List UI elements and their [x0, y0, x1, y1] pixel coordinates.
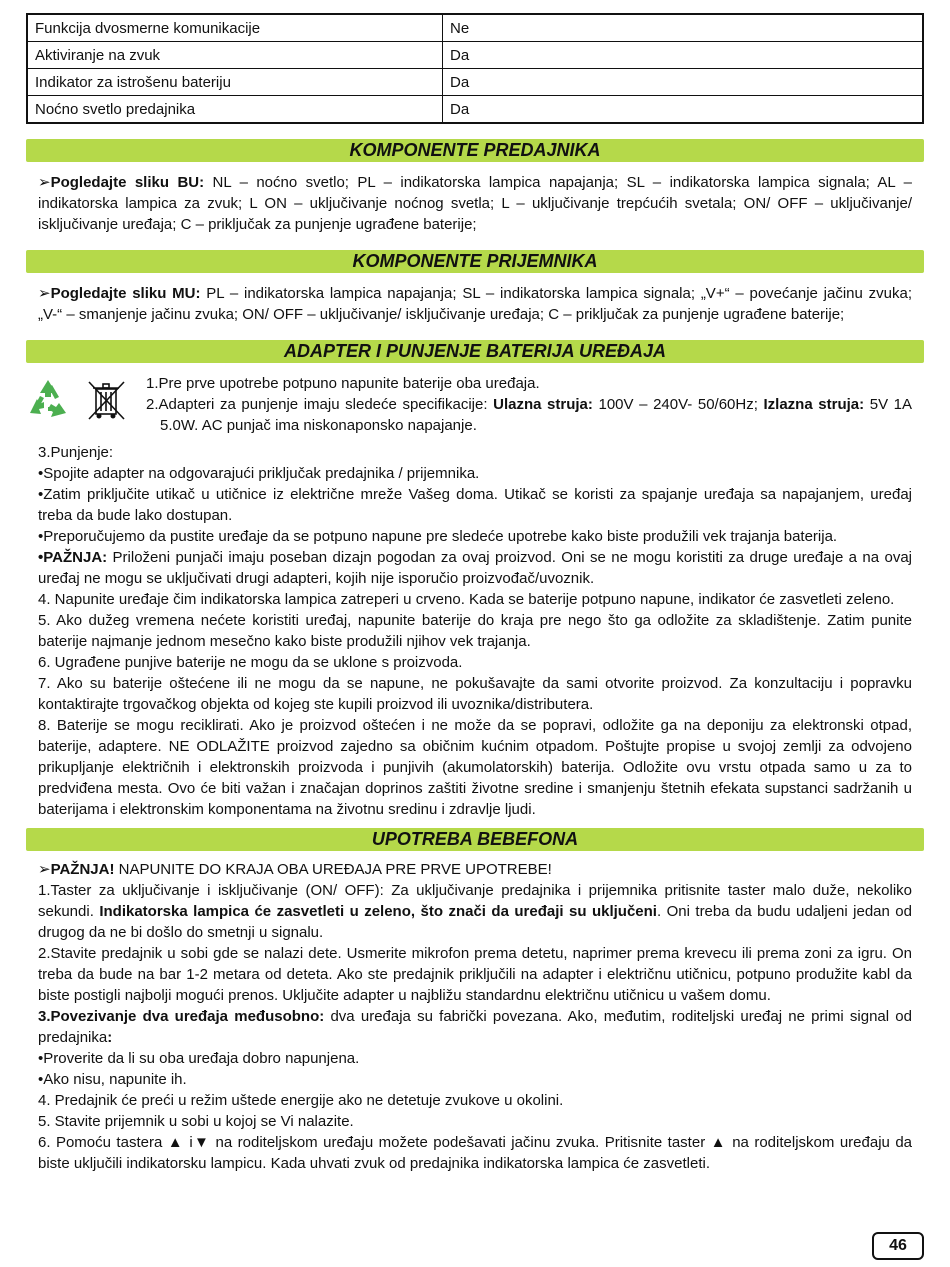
spec-label: Aktiviranje na zvuk: [27, 42, 443, 69]
warning-text: Priloženi punjači imaju poseban dizajn pogodan za ovaj proizvod. Oni se ne mogu koristiti za druge uređaje a na ovaj uređaj ne mogu se uključivati drugi adapteri, kojih nije isporučio proizvođač/uvoznik.: [38, 549, 912, 587]
list-item: •Zatim priključite utikač u utičnice iz električne mreže Vašeg doma. Utikač se koristi za spajanje uređaja sa napajanjem, uređaj treba da bude lako dostupan.: [38, 486, 912, 524]
output-current-value: 5V 1A 5.0W. AC punjač ima niskonaponsko napajanje.: [160, 396, 913, 434]
section-heading-receiver: KOMPONENTE PRIJEMNIKA: [26, 250, 924, 273]
spec-value: Da: [443, 96, 924, 124]
spec-label: Noćno svetlo predajnika: [27, 96, 443, 124]
input-current-value: 100V – 240V- 50/60Hz;: [592, 396, 764, 413]
receiver-lead: ➢Pogledajte sliku MU:: [38, 285, 201, 302]
spec-value: Ne: [443, 14, 924, 42]
list-item: •Ako nisu, napunite ih.: [38, 1071, 187, 1088]
crossed-bin-icon: [84, 377, 130, 423]
input-current-label: Ulazna struja:: [493, 396, 593, 413]
transmitter-paragraph: [26, 172, 924, 235]
charging-title: 3.Punjenje:: [38, 444, 114, 461]
page-number: 46: [872, 1232, 924, 1260]
usage-instructions: [26, 859, 924, 1174]
document-page: [26, 13, 924, 1174]
table-row: [27, 96, 923, 124]
spec-value: Da: [443, 42, 924, 69]
list-item: 4. Predajnik će preći u režim uštede energije ako ne detetuje zvukove u okolini.: [38, 1092, 564, 1109]
spec-label: Indikator za istrošenu bateriju: [27, 69, 443, 96]
transmitter-lead: ➢Pogledajte sliku BU:: [38, 174, 205, 191]
usage-item-1-bold: Indikatorska lampica će zasvetleti u zeleno, što znači da uređaji su uključeni: [99, 903, 657, 920]
warning-lead: •PAŽNJA:: [38, 549, 108, 566]
usage-item-1-end: . Oni treba da budu udaljeni jedan od drugog da ne bi došlo do smetnji u signalu.: [38, 903, 912, 941]
list-item: [38, 547, 912, 589]
list-item: 5. Ako dužeg vremena nećete koristiti uređaj, napunite baterije do kraja pre nego što ga odložite za skladištenje. Zatim punite baterije najmanje jednom mesečno kako biste produžili njihov vek trajanja.: [38, 612, 912, 650]
list-item: 6. Ugrađene punjive baterije ne mogu da se uklone s proizvoda.: [38, 654, 463, 671]
list-item: [38, 880, 912, 943]
list-item: 2.Stavite predajnik u sobi gde se nalazi dete. Usmerite mikrofon prema detetu, naprimer prema krevecu ili prema zoni za igru. On treba da bude na bar 1-2 metara od deteta. Ako ste predajnik priključili na adapter i električnu utičnicu, potpuno produžite kabl da biste postigli najbolji mogući prenos. Uključite adapter u najbližu standardnu električnu utičnicu u vašem domu.: [38, 945, 912, 1004]
recycle-icon: [26, 377, 70, 421]
usage-warning-text: NAPUNITE DO KRAJA OBA UREĐAJA PRE PRVE UPOTREBE!: [114, 861, 552, 878]
receiver-paragraph: [26, 283, 924, 325]
table-row: [27, 69, 923, 96]
spec-label: Funkcija dvosmerne komunikacije: [27, 14, 443, 42]
list-item: •Spojite adapter na odgovarajući priključak predajnika / prijemnika.: [38, 465, 480, 482]
disposal-icons: [26, 373, 146, 436]
table-row: [27, 14, 923, 42]
list-item: 4. Napunite uređaje čim indikatorska lampica zatreperi u crveno. Kada se baterije potpuno napune, indikator će zasvetleti zeleno.: [38, 591, 895, 608]
charging-instructions: [26, 442, 924, 820]
list-item: •Proverite da li su oba uređaja dobro napunjena.: [38, 1050, 360, 1067]
spec-table: [26, 13, 924, 124]
list-item: [38, 859, 912, 880]
receiver-text: PL – indikatorska lampica napajanja; SL – indikatorska lampica signala; „V+“ – povećanje jačinu zvuka; „V-“ – smanjenje jačinu zvuka; ON/ OFF – uključivanje/ isključivanje uređaja; C – priključak za punjenje ugrađene baterije;: [38, 285, 912, 323]
list-item: •Preporučujemo da pustite uređaje da se potpuno napune pre sledeće upotrebe kako biste produžili vek trajanja baterija.: [38, 528, 838, 545]
spec-value: Da: [443, 69, 924, 96]
usage-item-3-lead: 3.Povezivanje dva uređaja međusobno:: [38, 1008, 325, 1025]
section-heading-usage: UPOTREBA BEBEFONA: [26, 828, 924, 851]
adapter-specs: [146, 373, 924, 436]
list-item: 6. Pomoću tastera ▲ i▼ na roditeljskom uređaju možete podešavati jačinu zvuka. Pritisnite taster ▲ na roditeljskom uređaju da biste uključili indikatorsku lampicu. Kada uhvati zvuk od predajnika indikatorska lampica će zasvetleti.: [38, 1134, 912, 1172]
adapter-item-2: [146, 394, 912, 436]
list-item: [38, 1006, 912, 1048]
adapter-item-2-text: 2.Adapteri za punjenje imaju sledeće specifikacije:: [146, 396, 494, 413]
usage-item-3-text: dva uređaja su fabrički povezana. Ako, međutim, roditeljski uređaj ne primi signal od predajnika: [38, 1008, 912, 1046]
list-item: 8. Baterije se mogu reciklirati. Ako je proizvod oštećen i ne može da se popravi, odložite ga na deponiju za elektronski otpad, baterije, adaptere. NE ODLAŽITE proizvod zajedno sa običnim kućnim otpadom. Poštujte propise u svojoj zemlji za odvojeno prikupljanje električnih i elektronskih proizvoda i punjivih (akumolatorskih) baterija. Odložite ovu vrstu otpada samo u za to predviđena mesta. Ovo će biti važan i značajan doprinos zaštiti životne sredine i smanjenju štetnih efekata supstanci sadržanih u baterijama i elektronskim komponentama na životnu sredinu i zdravlje ljudi.: [38, 717, 912, 818]
adapter-block: [26, 373, 924, 436]
usage-item-1-text: 1.Taster za uključivanje i isključivanje (ON/ OFF): Za uključivanje predajnika i prijemnika pritisnite taster malo duže, nekoliko sekundi.: [38, 882, 912, 920]
section-heading-adapter: ADAPTER I PUNJENJE BATERIJA UREĐAJA: [26, 340, 924, 363]
output-current-label: Izlazna struja:: [763, 396, 865, 413]
usage-item-3-colon: :: [107, 1029, 113, 1046]
adapter-item-1: 1.Pre prve upotrebe potpuno napunite baterije oba uređaja.: [146, 375, 540, 392]
table-row: [27, 42, 923, 69]
list-item: 5. Stavite prijemnik u sobi u kojoj se Vi nalazite.: [38, 1113, 354, 1130]
usage-warning-lead: ➢PAŽNJA!: [38, 861, 115, 878]
list-item: 7. Ako su baterije oštećene ili ne mogu da se napune, ne pokušavajte da sami otvorite proizvod. Za konzultaciju i popravku kontaktirajte trgovačkog objekta od kojeg ste kupili proizvod ili uvoznika/distributera.: [38, 675, 912, 713]
transmitter-text: NL – noćno svetlo; PL – indikatorska lampica napajanja; SL – indikatorska lampica signala; AL – indikatorska lampica za zvuk; L ON – uključivanje noćnog svetla; L – uključivanje trepćućih svetala; ON/ OFF – uključivanje/ isključivanje uređaja; C – priključak za punjenje ugrađene baterije;: [38, 174, 912, 233]
section-heading-transmitter: KOMPONENTE PREDAJNIKA: [26, 139, 924, 162]
